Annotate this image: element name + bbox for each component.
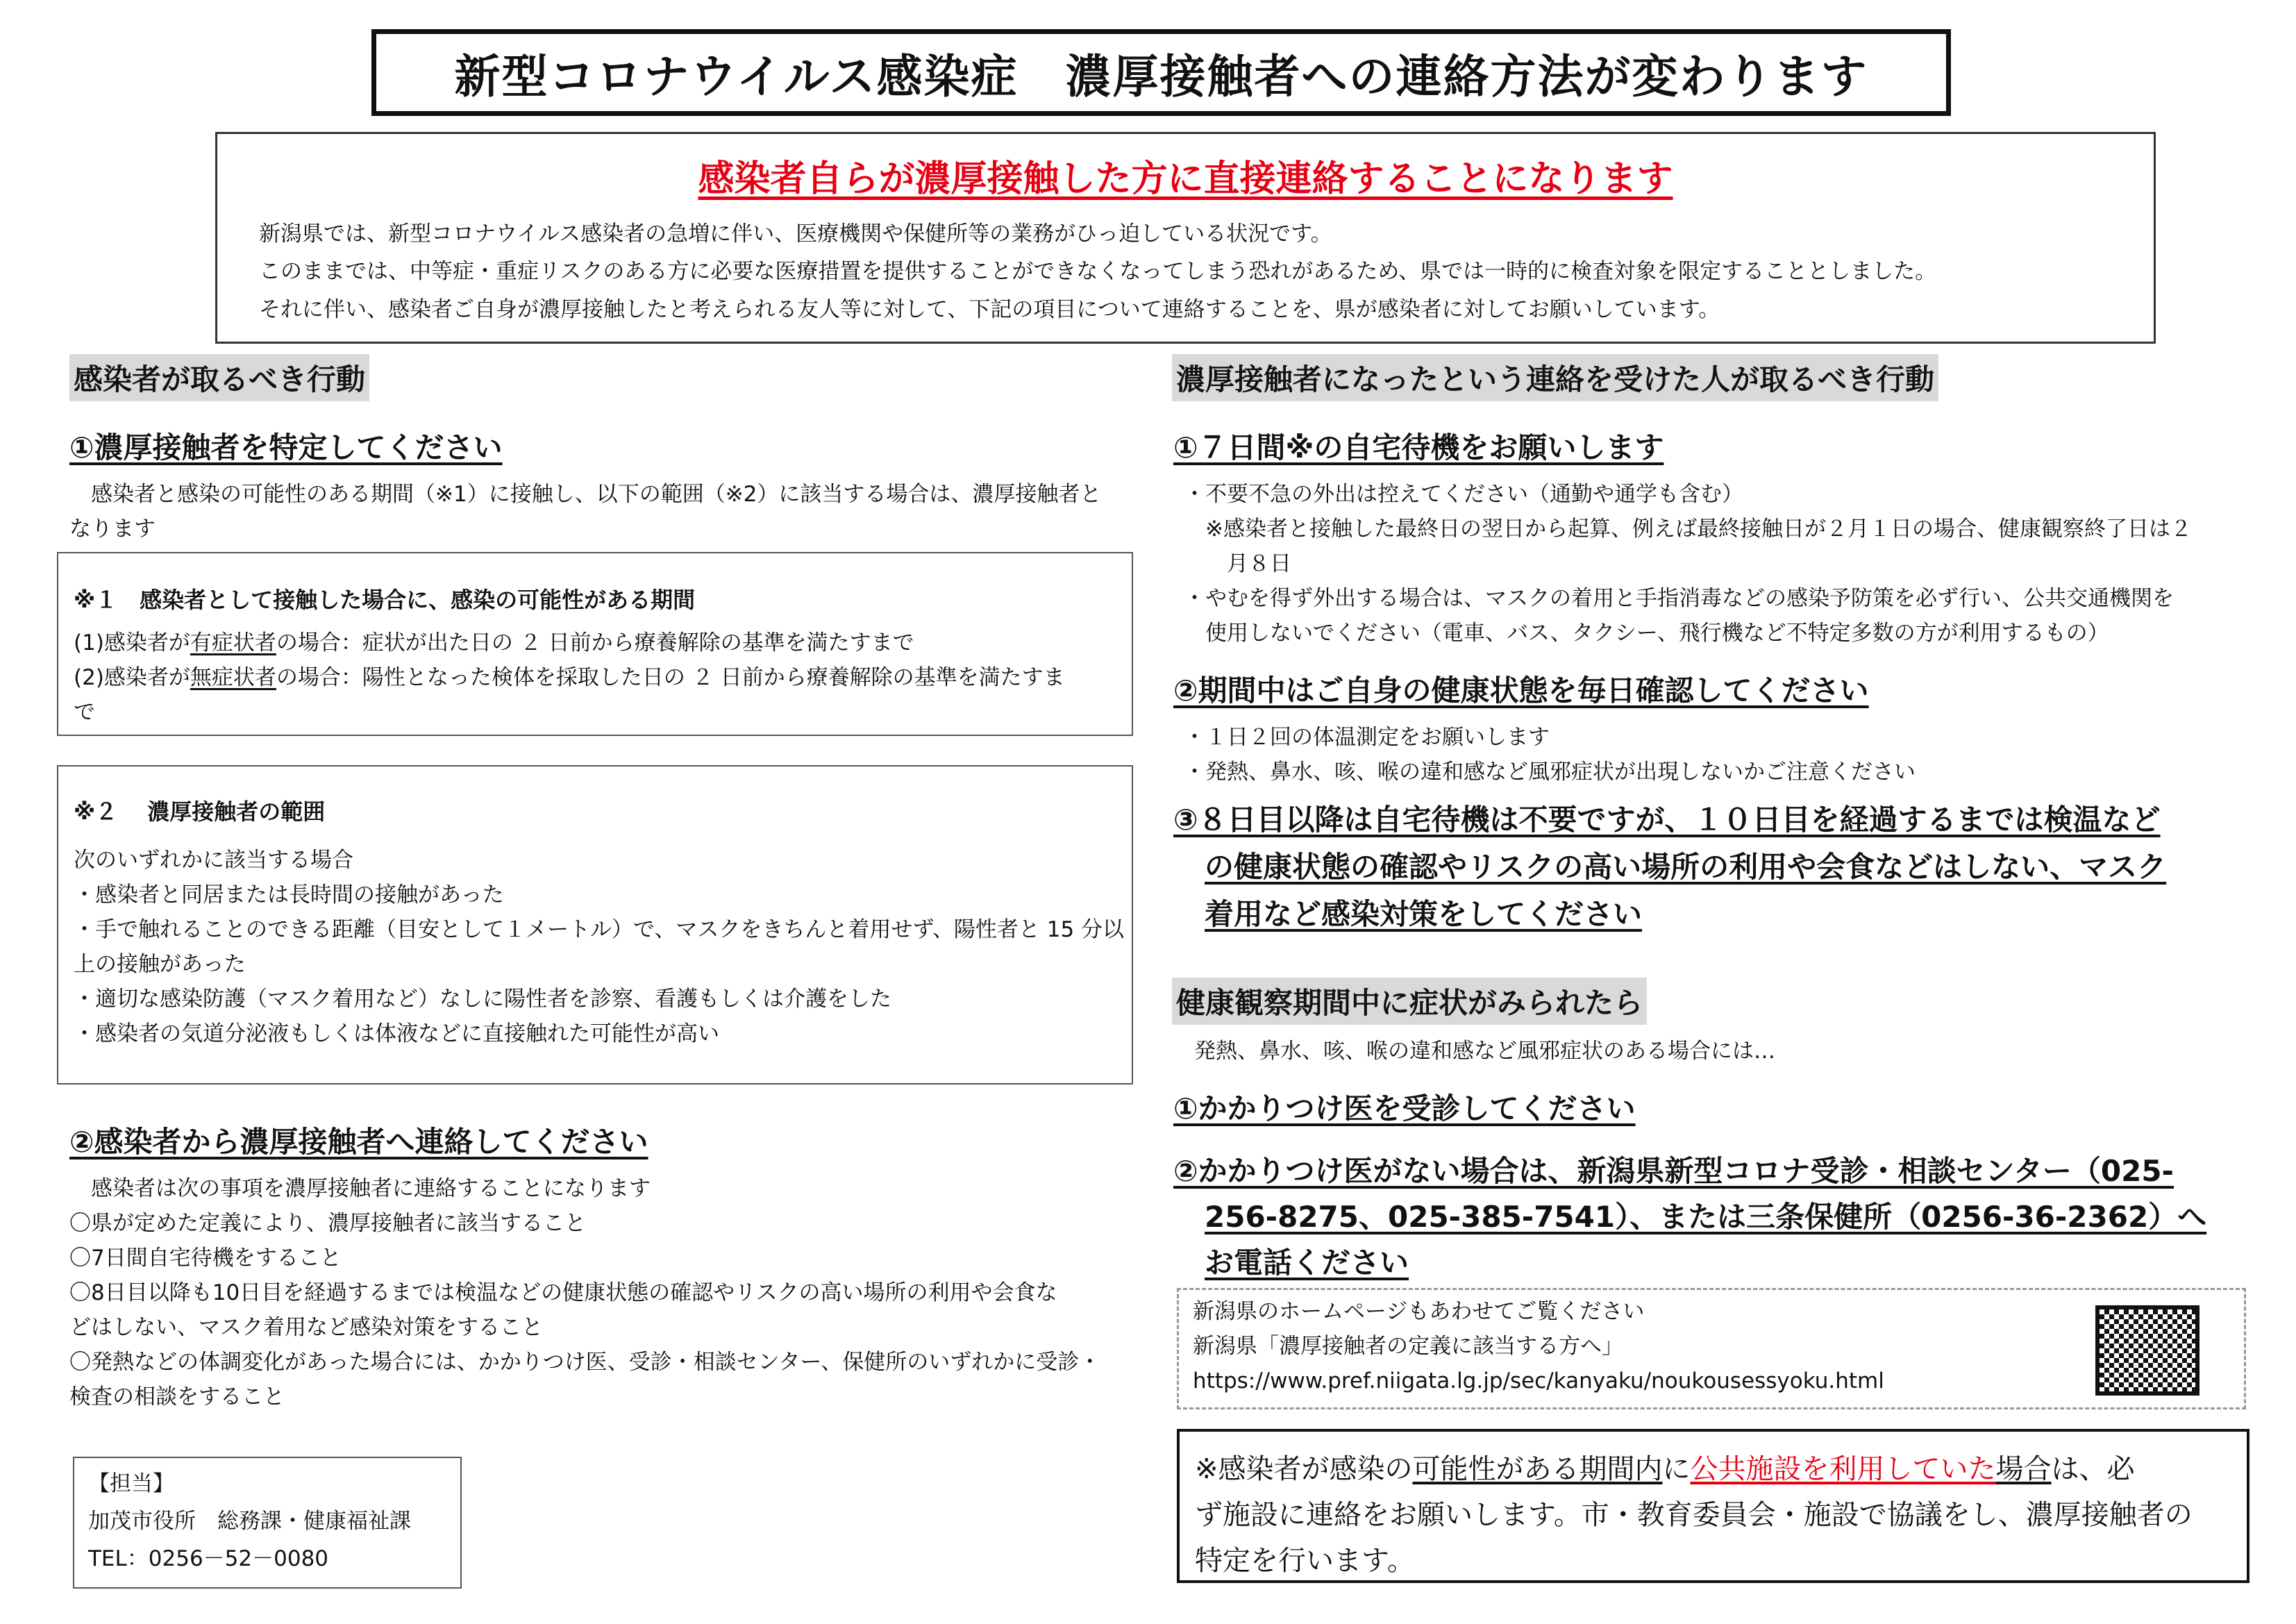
left-step1-heading: ①濃厚接触者を特定してください [69, 430, 503, 464]
notice-part3: に [1662, 1453, 1691, 1485]
notice-part4: 公共施設を利用していた [1690, 1453, 1996, 1485]
note2-box [57, 765, 1133, 1085]
title-box [371, 29, 1951, 116]
note1-line1-emph: 有症状者 [190, 630, 276, 655]
intro-line: 新潟県では、新型コロナウイルス感染者の急増に伴い、医療機関や保健所等の業務がひっ迫している状況です。 [259, 221, 1332, 246]
left-step2-line: 〇県が定めた定義により、濃厚接触者に該当すること [69, 1211, 586, 1236]
notice-line3: 特定を行います。 [1195, 1545, 1415, 1577]
notice-part2: 可能性がある期間内 [1412, 1453, 1663, 1485]
left-step2-line: どはしない、マスク着用など感染対策をすること [69, 1315, 543, 1340]
symptoms-intro: 発熱、鼻水、咳、喉の違和感など風邪症状のある場合には… [1194, 1039, 1775, 1064]
note1-box [57, 552, 1133, 736]
left-step1-line: なります [69, 517, 156, 542]
note1-line2-post: の場合：陽性となった検体を採取した日の ２ 日前から療養解除の基準を満たすま [276, 665, 1065, 690]
right-step1-line: ・不要不急の外出は控えてください（通勤や通学も含む） [1184, 482, 1743, 507]
left-step2-line: 〇8日目以降も10日目を経過するまでは検温などの健康状態の確認やリスクの高い場所の利用や会食な [69, 1280, 1057, 1305]
intro-headline: 感染者自らが濃厚接触した方に直接連絡することになります [698, 158, 1673, 200]
right-step2-line: ・発熱、鼻水、咳、喉の違和感など風邪症状が出現しないかご注意ください [1184, 760, 1916, 785]
note1-line1-pre: (1)感染者が [74, 630, 190, 655]
symptoms-step1: ①かかりつけ医を受診してください [1173, 1091, 1636, 1125]
note1-line2 [74, 664, 1065, 692]
intro-line: このままでは、中等症・重症リスクのある方に必要な医療措置を提供することができなくなってしまう恐れがあるため、県では一時的に検査対象を限定することとしました。 [259, 259, 1937, 284]
note1-line1 [74, 630, 914, 657]
note1-line1-post: の場合：症状が出た日の ２ 日前から療養解除の基準を満たすまで [276, 630, 914, 655]
left-step2-line: 感染者は次の事項を濃厚接触者に連絡することになります [69, 1176, 651, 1201]
note2-line: 次のいずれかに該当する場合 [74, 848, 353, 873]
right-section-title: 濃厚接触者になったという連絡を受けた人が取るべき行動 [1172, 354, 1938, 401]
notice-part6: は、必 [2051, 1453, 2135, 1485]
contact-box [73, 1457, 462, 1589]
left-section-title: 感染者が取るべき行動 [69, 354, 369, 401]
note2-line: 上の接触があった [74, 952, 246, 977]
note2-title: ※２ 濃厚接触者の範囲 [74, 798, 326, 825]
page-title: 新型コロナウイルス感染症 濃厚接触者への連絡方法が変わります [454, 50, 1868, 103]
notice-line2: ず施設に連絡をお願いします。市・教育委員会・施設で協議をし、濃厚接触者の [1195, 1499, 2193, 1531]
note1-line2-pre: (2)感染者が [74, 665, 190, 690]
symptoms-step2-line: 256-8275、025-385-7541）、または三条保健所（0256-36-2362）へ [1205, 1200, 2207, 1234]
notice-box [1177, 1429, 2249, 1583]
notice-part5: 場合 [1995, 1453, 2052, 1485]
right-step1-heading: ①７日間※の自宅待機をお願いします [1173, 430, 1664, 464]
right-step3-line: の健康状態の確認やリスクの高い場所の利用や会食などはしない、マスク [1205, 850, 2167, 884]
note2-line: ・感染者と同居または長時間の接触があった [74, 882, 504, 907]
left-step1-line: 感染者と感染の可能性のある期間（※1）に接触し、以下の範囲（※2）に該当する場合は、濃厚接触者と [69, 482, 1102, 507]
intro-box [215, 132, 2156, 344]
intro-line: それに伴い、感染者ご自身が濃厚接触したと考えられる友人等に対して、下記の項目について連絡することを、県が感染者に対してお願いしています。 [259, 297, 1720, 322]
website-box [1177, 1288, 2246, 1409]
notice-part1: ※感染者が感染の [1195, 1453, 1413, 1485]
right-step1-line: ※感染者と接触した最終日の翌日から起算、例えば最終接触日が２月１日の場合、健康観察終了日は２ [1184, 517, 2192, 542]
note2-line: ・感染者の気道分泌液もしくは体液などに直接触れた可能性が高い [74, 1021, 719, 1046]
left-step2-line: 〇7日間自宅待機をすること [69, 1246, 342, 1271]
qr-code-icon[interactable] [2095, 1305, 2199, 1396]
left-step2-line: 〇発熱などの体調変化があった場合には、かかりつけ医、受診・相談センター、保健所のいずれかに受診・ [69, 1350, 1101, 1375]
note2-line: ・適切な感染防護（マスク着用など）なしに陽性者を診察、看護もしくは介護をした [74, 987, 891, 1012]
left-step2-line: 検査の相談をすること [69, 1384, 285, 1409]
note1-line3: で [74, 700, 95, 725]
right-step1-line: 月８日 [1184, 551, 1291, 576]
right-step1-line: ・やむを得ず外出する場合は、マスクの着用と手指消毒などの感染予防策を必ず行い、公共交通機関を [1184, 586, 2174, 611]
right-step1-line: 使用しないでください（電車、バス、タクシー、飛行機など不特定多数の方が利用するもの） [1184, 621, 2109, 646]
right-step2-heading: ②期間中はご自身の健康状態を毎日確認してください [1173, 673, 1869, 708]
contact-office: 加茂市役所 総務課・健康福祉課 [88, 1509, 411, 1534]
contact-label: 【担当】 [88, 1471, 174, 1496]
right-step3-line: ③８日目以降は自宅待機は不要ですが、１０日目を経過するまでは検温など [1173, 803, 2161, 837]
note2-line: ・手で触れることのできる距離（目安として１メートル）で、マスクをきちんと着用せず、陽性者と 15 分以 [74, 917, 1125, 942]
right-step2-line: ・１日２回の体温測定をお願いします [1184, 725, 1550, 750]
symptoms-section-title: 健康観察期間中に症状がみられたら [1172, 978, 1647, 1025]
note1-line2-emph: 無症状者 [190, 665, 276, 690]
notice-line1 [1195, 1447, 2135, 1487]
contact-tel: TEL：0256－52－0080 [88, 1546, 329, 1571]
right-step3-line: 着用など感染対策をしてください [1205, 897, 1643, 931]
symptoms-step2-line: ②かかりつけ医がない場合は、新潟県新型コロナ受診・相談センター（025- [1173, 1154, 2174, 1188]
note1-title: ※１ 感染者として接触した場合に、感染の可能性がある期間 [74, 587, 696, 613]
website-line2[interactable]: 新潟県「濃厚接触者の定義に該当する方へ」 [1193, 1334, 1623, 1359]
symptoms-step2-line: お電話ください [1205, 1246, 1409, 1280]
website-url[interactable]: https://www.pref.niigata.lg.jp/sec/kanyaku/noukousessyoku.html [1193, 1368, 1884, 1393]
website-line1: 新潟県のホームページもあわせてご覧ください [1193, 1299, 1645, 1324]
left-step2-heading: ②感染者から濃厚接触者へ連絡してください [69, 1125, 648, 1159]
